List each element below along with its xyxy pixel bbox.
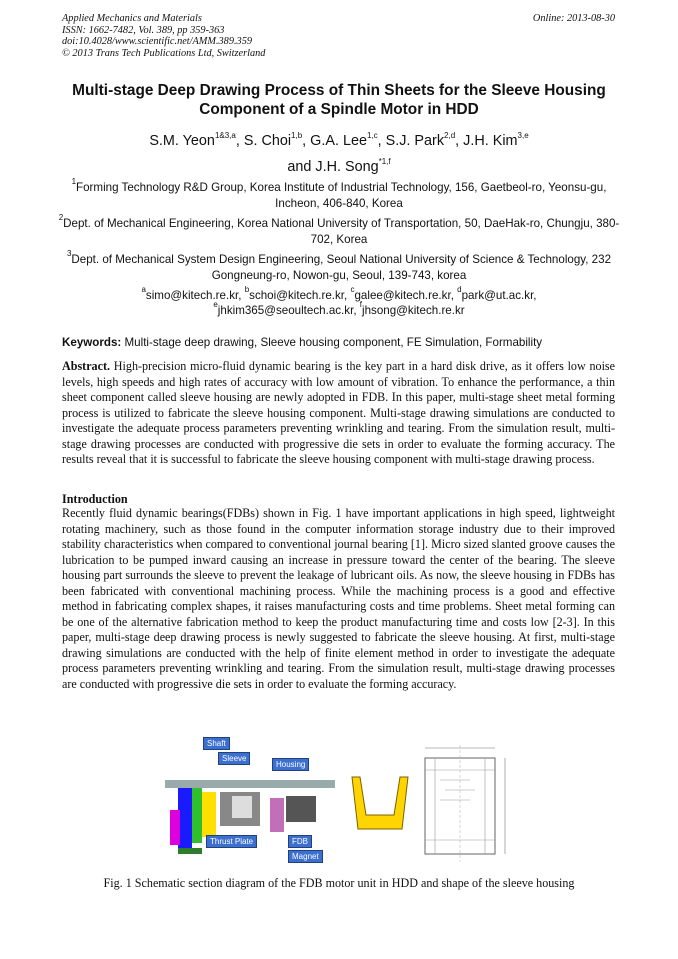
- keywords-label: Keywords:: [62, 336, 122, 349]
- abstract-text: High-precision micro-fluid dynamic bearing is the key part in a hard disk drive, as it offers low noise levels, high speeds and high rates of accuracy with low amount of vibration. To enhance the performance, a thin sheet component called sleeve housing are newly adopted in FDB. In this paper, multi-stage sheet metal forming process is utilized to fabricate the sleeve housing component. Multi-stage drawing simulations are conducted to investigate the adequate process parameters preventing wrinkling and tearing. From the simulation result, multi-stage drawing processes are conducted with progressive die sets in order to evaluate the forming accuracy. The results reveal that it is successful to fabricate the sleeve housing component with multi-stage drawing process.: [62, 359, 615, 466]
- email-link[interactable]: jhsong@kitech.re.kr: [362, 304, 465, 317]
- author-name: S.J. Park: [385, 133, 445, 149]
- email-sup: f: [359, 300, 362, 309]
- affiliation-sup: 1: [71, 177, 77, 186]
- author-sup: 1,b: [291, 131, 303, 140]
- keywords: [62, 336, 617, 349]
- abstract: [62, 359, 615, 468]
- doi: doi:10.4028/www.scientific.net/AMM.389.359: [62, 36, 252, 48]
- author-sup: 2,d: [444, 131, 456, 140]
- author-line-2: [40, 154, 638, 180]
- paper-title: [40, 82, 638, 119]
- affiliation-text: Forming Technology R&D Group, Korea Institute of Industrial Technology, 156, Gaetbeol-ro, Yeonsu-gu, Incheon, 406-840, Korea: [76, 181, 607, 210]
- email-sup: b: [244, 285, 250, 294]
- email-link[interactable]: park@ut.ac.kr: [461, 289, 534, 302]
- label-magnet: Magnet: [288, 850, 323, 863]
- u-shape-icon: [350, 775, 410, 835]
- author-line-1: S.M. Yeon$^{1\&3,a}$, S. Choi$^{1,b}$, G.A. Lee$^{1,c}$, S.J. Park$^{2,d}$, J.H. Kim$^{3,e}$: [149, 131, 529, 149]
- author-list: [40, 128, 638, 180]
- and-word: and: [287, 159, 312, 175]
- label-thrust-plate: Thrust Plate: [206, 835, 257, 848]
- author-name: S.M. Yeon: [149, 133, 215, 149]
- author-name: J.H. Song: [315, 159, 379, 175]
- author-name: G.A. Lee: [310, 133, 367, 149]
- abstract-label: Abstract.: [62, 359, 111, 373]
- email-link[interactable]: schoi@kitech.re.kr: [249, 289, 345, 302]
- fdb-section-diagram: [160, 730, 340, 865]
- affiliation-sup: 2: [58, 213, 64, 222]
- affiliation-3: [56, 249, 622, 283]
- email-list: $^a$simo@kitech.re.kr, $^b$schoi@kitech.re.kr, $^c$galee@kitech.re.kr, $^d$park@ut.ac.kr, $^e$jhkim365@seoultech.ac.kr, $^f$jhsong@kitech.re.kr: [141, 285, 537, 317]
- author-name: S. Choi: [243, 133, 292, 149]
- email-link[interactable]: galee@kitech.re.kr: [354, 289, 451, 302]
- email-sup: c: [350, 285, 355, 294]
- title-line-1: Multi-stage Deep Drawing Process of Thin Sheets for the Sleeve Housing: [72, 82, 606, 99]
- label-housing: Housing: [272, 758, 309, 771]
- affiliation-text: Dept. of Mechanical System Design Engineering, Seoul National University of Science & Technology, 232 Gongneung-ro, Nowon-gu, Seoul, 139-743, korea: [71, 253, 612, 282]
- author-sup: *1,f: [378, 157, 391, 166]
- journal-header: [62, 13, 615, 59]
- affiliation-sup: 3: [66, 249, 72, 258]
- email-sup: e: [213, 300, 218, 309]
- title-line-2: Component of a Spindle Motor in HDD: [199, 100, 479, 118]
- intro-paragraph: Recently fluid dynamic bearings(FDBs) shown in Fig. 1 have important applications in high speed, lightweight rotating machinery, such as those found in the computer information storage industry due to their improved stability characteristics when compared to conventional journal bearing [1]. Micro sized slanted groove causes the lubrication to be pumped inward causing an increase in pressure toward the center of the bearing. The sleeve housing part surrounds the sleeve to prevent the leakage of lubricant oils. As now, the sleeve housing in FDBs has been fabricated with conventional machining process. While the machining process is a good and effective method in fabricating complex shapes, it raises manufacturing costs and time problems. Sheet metal forming can be one of the alternative fabrication method to keep the product manufacturing time and costs low [2-3]. In this paper, multi-stage deep drawing process is newly suggested to fabricate the sleeve housing. At first, multi-stage drawing simulations are conducted with the help of finite element method in order to investigate the adequate process parameters preventing wrinkling and tearing. From the simulation result, multi-stage drawing processes are conducted with progressive die sets in order to evaluate the forming accuracy.: [62, 506, 615, 691]
- affiliation-2: [56, 213, 622, 247]
- issn: ISSN: 1662-7482, Vol. 389, pp 359-363: [62, 24, 225, 36]
- label-shaft: Shaft: [203, 737, 230, 750]
- figure-caption: Fig. 1 Schematic section diagram of the FDB motor unit in HDD and shape of the sleeve housing: [103, 876, 575, 890]
- copyright: © 2013 Trans Tech Publications Ltd, Switzerland: [62, 47, 266, 59]
- online-date: Online: 2013-08-30: [532, 13, 615, 24]
- email-sup: d: [457, 285, 462, 294]
- affiliation-1: [56, 177, 622, 211]
- email-link[interactable]: jhkim365@seoultech.ac.kr: [217, 304, 354, 317]
- email-sup: a: [141, 285, 146, 294]
- author-name: J.H. Kim: [463, 133, 518, 149]
- author-sup: 1,c: [366, 131, 378, 140]
- journal-name: Applied Mechanics and Materials: [62, 13, 202, 24]
- keywords-text: Multi-stage deep drawing, Sleeve housing component, FE Simulation, Formability: [124, 336, 543, 349]
- technical-drawing: [415, 740, 520, 865]
- label-fdb: FDB: [288, 835, 312, 848]
- email-link[interactable]: simo@kitech.re.kr: [145, 289, 239, 302]
- author-sup: 1&3,a: [214, 131, 236, 140]
- label-sleeve: Sleeve: [218, 752, 250, 765]
- affiliation-text: Dept. of Mechanical Engineering, Korea National University of Transportation, 50, DaeHak-ro, Chungju, 380-702, Korea: [63, 217, 620, 246]
- sleeve-housing-drawing: [415, 740, 520, 865]
- author-sup: 3,e: [517, 131, 529, 140]
- section-heading: Introduction: [62, 492, 128, 506]
- sleeve-housing-shape: [350, 775, 410, 835]
